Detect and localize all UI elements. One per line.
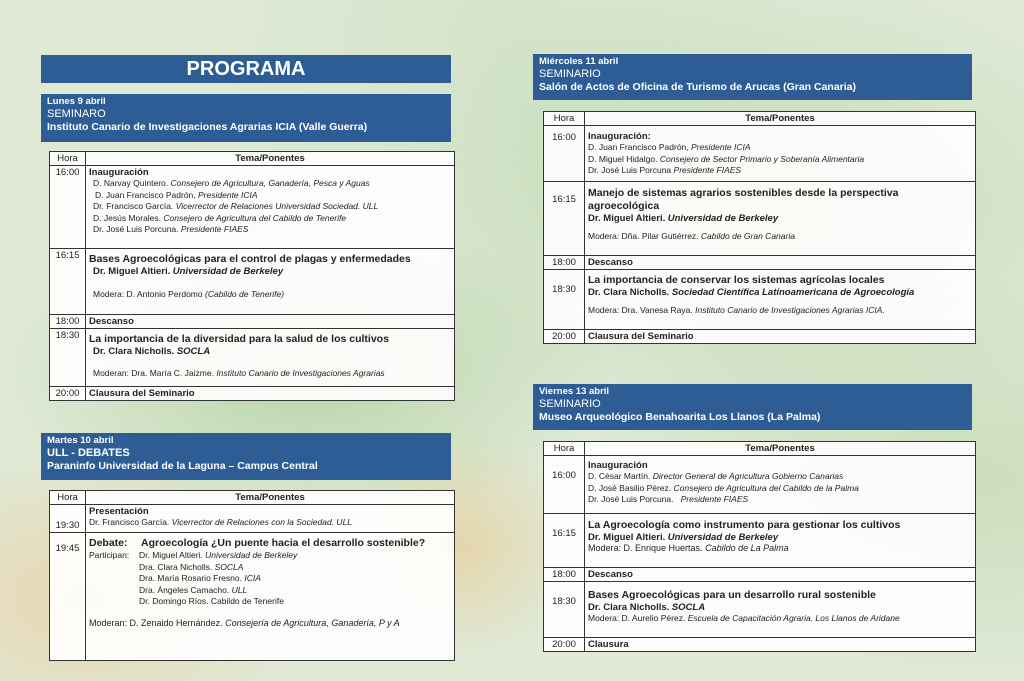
- person-role: Universidad de Berkeley: [205, 550, 298, 560]
- moderator-affil: (Cabildo de Tenerife): [205, 289, 285, 299]
- moderator: Modera: D. Aurelio Pérez.: [588, 613, 686, 623]
- topic-title: Presentación: [89, 506, 149, 517]
- time-cell: 18:00: [50, 315, 86, 329]
- miercoles-header: [533, 54, 972, 100]
- moderator-affil: Cabildo de La Palma: [705, 543, 789, 553]
- person-name: Dra. Ángeles Camacho.: [139, 584, 230, 595]
- speaker-name: Dr. Clara Nicholls.: [93, 346, 175, 357]
- topic-title: Inauguración:: [588, 131, 651, 142]
- topic-title: Inauguración: [89, 167, 149, 178]
- topic-cell: [86, 249, 455, 315]
- topic-cell: [86, 166, 455, 249]
- miercoles-venue: Salón de Actos de Oficina de Turismo de Arucas (Gran Canaria): [539, 81, 857, 93]
- table-row: [544, 456, 976, 514]
- speaker-name: Dr. Clara Nicholls.: [588, 287, 670, 298]
- table-row: [544, 514, 976, 568]
- person-name: Dra. María Rosario Fresno.: [139, 573, 242, 583]
- person-name: Dr. José Luis Porcuna: [588, 165, 672, 175]
- person-name: Dr. José Luis Porcuna.: [93, 224, 179, 234]
- speaker-name: Dr. Miguel Altieri.: [588, 532, 666, 543]
- person-role: Consejero de Agricultura del Cabildo de Tenerife: [163, 212, 347, 223]
- table-row: [544, 182, 976, 256]
- moderator: Moderan: Dra. María C. Jaizme.: [93, 368, 214, 378]
- col-tema: Tema/Ponentes: [86, 491, 455, 505]
- debate-label: Debate:: [89, 537, 128, 549]
- speaker-affil: SOCLA: [671, 602, 706, 613]
- person-role: Vicerrector de Relaciones Universidad Sociedad. ULL: [175, 201, 379, 211]
- topic-cell: [86, 533, 455, 661]
- topic-title: La Agroecología como instrumento para gestionar los cultivos: [588, 519, 901, 531]
- person-role: Consejero de Agricultura, Ganadería, Pesca y Aguas: [170, 178, 370, 188]
- time-cell: 18:00: [544, 568, 585, 582]
- topic-title: Inauguración: [588, 460, 648, 471]
- speaker-name: Dr. Miguel Altieri.: [588, 213, 666, 224]
- col-hora: Hora: [544, 112, 585, 126]
- topic-cell: [585, 270, 976, 330]
- lunes-venue: Instituto Canario de Investigaciones Agrarias ICIA (Valle Guerra): [47, 121, 368, 133]
- topic-title: Agroecología ¿Un puente hacia el desarrollo sostenible?: [141, 537, 426, 549]
- table-row: [50, 166, 455, 249]
- time-cell: 16:15: [50, 249, 86, 315]
- time-cell: 20:00: [544, 638, 585, 652]
- moderator-affil: Instituto Canario de Investigaciones Agrarias ICIA.: [695, 305, 885, 315]
- topic-title: Clausura del Seminario: [585, 330, 976, 344]
- time-cell: 16:15: [544, 514, 585, 568]
- topic-title: Descanso: [86, 315, 455, 329]
- topic-title: Bases Agroecológicas para el control de plagas y enfermedades: [89, 253, 411, 265]
- moderator: Modera: Dña. Pilar Gutiérrez.: [588, 231, 699, 241]
- topic-cell: [585, 582, 976, 638]
- person-role: ULL: [231, 584, 248, 595]
- martes-type: ULL - DEBATES: [47, 447, 130, 459]
- moderator-affil: Cabildo de Gran Canaria: [700, 231, 795, 241]
- col-tema: Tema/Ponentes: [86, 152, 455, 166]
- topic-title: Descanso: [585, 568, 976, 582]
- moderator-affil: Escuela de Capacitación Agraria. Los Llanos de Aridane: [687, 613, 900, 623]
- person-name: D. José Basilio Pérez.: [588, 482, 672, 493]
- time-cell: 16:00: [544, 456, 585, 514]
- martes-header: [41, 433, 451, 480]
- time-cell: 19:30: [50, 505, 86, 533]
- person-role: Cabildo de Tenerife: [210, 596, 284, 606]
- table-header-row: [544, 112, 976, 126]
- moderator: Moderan: D. Zenaido Hernández.: [89, 617, 223, 628]
- person-role: Presidente ICIA: [198, 189, 258, 200]
- table-row: [544, 582, 976, 638]
- col-hora: Hora: [50, 491, 86, 505]
- time-cell: 18:30: [544, 582, 585, 638]
- table-header-row: [50, 152, 455, 166]
- program-title: PROGRAMA: [41, 55, 451, 83]
- speaker-affil: Universidad de Berkeley: [667, 213, 779, 224]
- person-role: Presidente ICIA: [691, 142, 751, 152]
- miercoles-table: [543, 111, 976, 344]
- table-row: [50, 315, 455, 329]
- person-role: Consejero de Sector Primario y Soberanía Alimentaria: [659, 153, 865, 164]
- person-role: Presidente FIAES: [180, 224, 249, 234]
- speaker-name: Dr. Francisco García.: [89, 517, 170, 527]
- person-role: Presidente FIAES: [680, 494, 749, 504]
- miercoles-type: SEMINARIO: [539, 68, 601, 80]
- time-cell: 20:00: [50, 387, 86, 401]
- table-row: [50, 533, 455, 661]
- col-tema: Tema/Ponentes: [585, 112, 976, 126]
- person-role: Consejero de Agricultura del Cabildo de la Palma: [673, 482, 859, 493]
- person-name: Dr. Miguel Altieri.: [139, 550, 203, 560]
- table-header-row: [50, 491, 455, 505]
- speaker-affil: Universidad de Berkeley: [172, 266, 284, 277]
- person-role: SOCLA: [214, 561, 244, 572]
- lunes-date: Lunes 9 abril: [47, 96, 106, 107]
- time-cell: 18:30: [544, 270, 585, 330]
- topic-title: Manejo de sistemas agrarios sostenibles desde la perspectiva agroecológica: [588, 187, 899, 212]
- topic-title: Clausura: [585, 638, 976, 652]
- moderator: Modera: D. Antonio Perdomo: [93, 289, 203, 299]
- topic-title: Bases Agroecológicas para un desarrollo rural sostenible: [588, 589, 876, 601]
- person-name: D. Jesús Morales.: [93, 212, 162, 223]
- martes-date: Martes 10 abril: [47, 435, 114, 446]
- topic-title: La importancia de conservar los sistemas agrícolas locales: [588, 274, 885, 286]
- table-row: [544, 568, 976, 582]
- lunes-header: [41, 94, 451, 142]
- speaker-name: Dr. Clara Nicholls.: [588, 602, 670, 613]
- speaker-affil: Vicerrector de Relaciones con la Sociedad. ULL: [171, 517, 353, 527]
- topic-title: La importancia de la diversidad para la salud de los cultivos: [89, 333, 389, 345]
- viernes-type: SEMINARIO: [539, 398, 601, 410]
- topic-cell: [585, 514, 976, 568]
- topic-title: Clausura del Seminario: [86, 387, 455, 401]
- table-row: [50, 505, 455, 533]
- table-header-row: [544, 442, 976, 456]
- time-cell: 16:00: [50, 166, 86, 249]
- table-row: [50, 249, 455, 315]
- person-name: D. Juan Francisco Padrón,: [95, 189, 196, 200]
- speaker-name: Dr. Miguel Altieri.: [93, 266, 171, 277]
- table-row: [544, 638, 976, 652]
- time-cell: 16:15: [544, 182, 585, 256]
- table-row: [544, 256, 976, 270]
- participan-label: Participan:: [89, 550, 130, 560]
- topic-cell: [585, 456, 976, 514]
- viernes-venue: Museo Arqueológico Benahoarita Los Llanos (La Palma): [539, 411, 821, 423]
- person-name: D. César Martín.: [588, 471, 651, 481]
- table-row: [544, 126, 976, 182]
- speaker-affil: Sociedad Científica Latinoamericana de Agroecología: [671, 287, 915, 298]
- miercoles-date: Miércoles 11 abril: [539, 56, 619, 67]
- person-role: ICIA: [244, 573, 261, 583]
- moderator: Modera: D. Enrique Huertas.: [588, 543, 703, 553]
- person-name: D. Miguel Hidalgo.: [588, 153, 658, 164]
- topic-cell: [86, 505, 455, 533]
- time-cell: 16:00: [544, 126, 585, 182]
- moderator-affil: Consejería de Agricultura, Ganadería, P y A: [225, 617, 400, 628]
- time-cell: 18:00: [544, 256, 585, 270]
- viernes-table: [543, 441, 976, 652]
- person-name: D. Narvay Quintero.: [93, 178, 169, 188]
- time-cell: 19:45: [50, 533, 86, 661]
- table-row: [544, 330, 976, 344]
- time-cell: 20:00: [544, 330, 585, 344]
- viernes-date: Viernes 13 abril: [539, 386, 610, 397]
- person-name: D. Juan Francisco Padrón,: [588, 142, 689, 152]
- col-tema: Tema/Ponentes: [585, 442, 976, 456]
- person-name: Dra. Clara Nicholls.: [139, 561, 213, 572]
- time-cell: 18:30: [50, 329, 86, 387]
- table-row: [50, 387, 455, 401]
- col-hora: Hora: [50, 152, 86, 166]
- topic-title: Descanso: [585, 256, 976, 270]
- moderator: Modera: Dra. Vanesa Raya.: [588, 305, 693, 315]
- topic-cell: [585, 126, 976, 182]
- person-name: Dr. Domingo Ríos.: [139, 596, 209, 606]
- person-name: Dr. José Luis Porcuna.: [588, 494, 674, 504]
- person-name: Dr. Francisco García.: [93, 201, 174, 211]
- table-row: [544, 270, 976, 330]
- moderator-affil: Instituto Canario de Investigaciones Agrarias: [216, 368, 385, 378]
- col-hora: Hora: [544, 442, 585, 456]
- lunes-table: [49, 151, 455, 401]
- person-role: Presidente FIAES: [673, 165, 742, 175]
- martes-venue: Paraninfo Universidad de la Laguna – Campus Central: [47, 460, 318, 472]
- martes-table: [49, 490, 455, 661]
- topic-cell: [86, 329, 455, 387]
- topic-cell: [585, 182, 976, 256]
- table-row: [50, 329, 455, 387]
- speaker-affil: SOCLA: [176, 346, 211, 357]
- viernes-header: [533, 384, 972, 430]
- person-role: Director General de Agricultura Gobierno Canarias: [652, 471, 844, 481]
- lunes-type: SEMINARO: [47, 108, 106, 120]
- speaker-affil: Universidad de Berkeley: [667, 532, 779, 543]
